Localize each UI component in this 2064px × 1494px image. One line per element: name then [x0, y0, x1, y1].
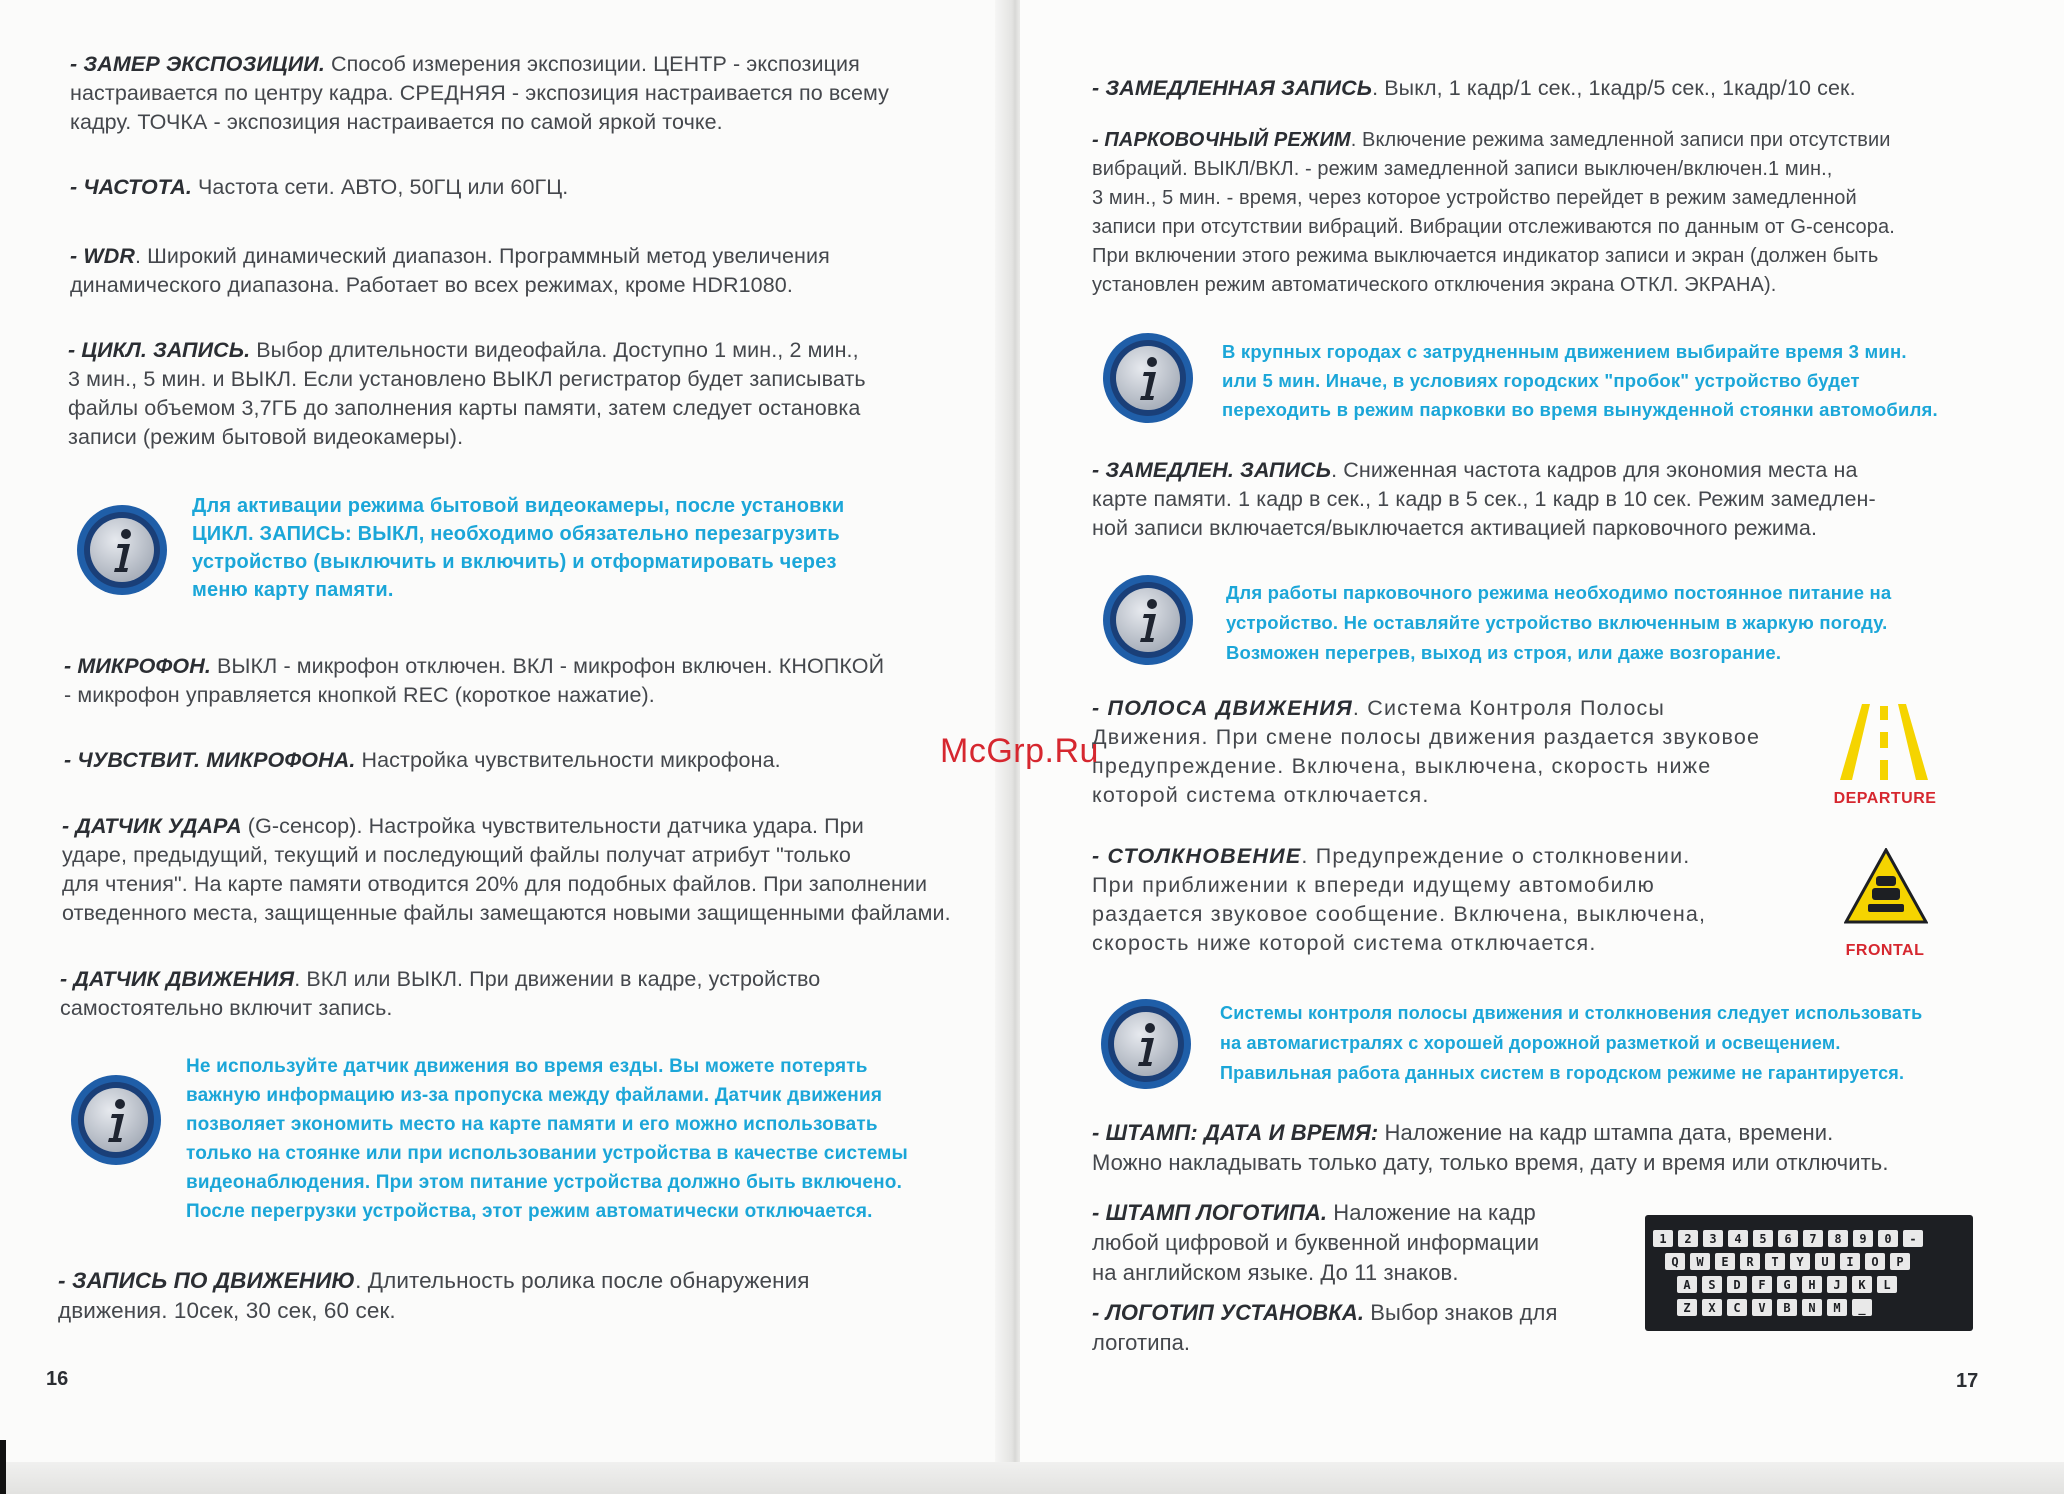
keyboard-key: P — [1890, 1253, 1910, 1270]
keyboard-key: D — [1727, 1276, 1747, 1293]
note-lane-collision: Системы контроля полосы движения и столкновения следует использовать на автомагистралях с хорошей дорожной разметкой и освещением. Правильная работа данных систем в городском режиме не гарантируется. — [1220, 1003, 1923, 1083]
keyboard-key: T — [1765, 1253, 1785, 1270]
microphone-paragraph: - МИКРОФОН. ВЫКЛ - микрофон отключен. ВКЛ - микрофон включен. КНОПКОЙ - микрофон управляется кнопкой REC (короткое нажатие). — [64, 654, 885, 707]
slow-record-paragraph: - ЗАМЕДЛЕННАЯ ЗАПИСЬ. Выкл, 1 кадр/1 сек., 1кадр/5 сек., 1кадр/10 сек. — [1092, 76, 1856, 100]
loop-record-paragraph: - ЦИКЛ. ЗАПИСЬ. Выбор длительности видеофайла. Доступно 1 мин., 2 мин., 3 мин., 5 мин. и ВЫКЛ. Если установлено ВЫКЛ регистратор будет записывать файлы объемом 3,7ГБ до заполнения карты памяти, затем следует остановка записи (режим бытовой видеокамеры). — [68, 338, 866, 449]
keyboard-key: E — [1715, 1253, 1735, 1270]
watermark: McGrp.Ru — [940, 732, 1099, 770]
keyboard-key: - — [1903, 1230, 1923, 1247]
keyboard-key: U — [1815, 1253, 1835, 1270]
keyboard-row — [1653, 1299, 1965, 1316]
keyboard-key: 8 — [1828, 1230, 1848, 1247]
keyboard-key: H — [1802, 1276, 1822, 1293]
page-16 — [0, 0, 1010, 1494]
keyboard-key: L — [1877, 1276, 1897, 1293]
keyboard-key: C — [1727, 1299, 1747, 1316]
keyboard-key: 3 — [1703, 1230, 1723, 1247]
keyboard-row — [1653, 1253, 1965, 1270]
parking-mode-paragraph: - ПАРКОВОЧНЫЙ РЕЖИМ. Включение режима замедленной записи при отсутствии вибраций. ВЫКЛ/ВКЛ. - режим замедленной записи выключен/включен.1 мин., 3 мин., 5 мин. - время, через которое устройство перейдет в режим замедленной записи при отсутствии вибраций. Вибрации отслеживаются по данным от G-сенсора. При включении этого режима выключается индикатор записи и экран (должен быть установлен режим автоматического отключения экрана ОТКЛ. ЭКРАНА). — [1092, 129, 1895, 296]
info-icon — [68, 1072, 164, 1168]
page-number: 17 — [1956, 1370, 1979, 1392]
note-parking-time: В крупных городах с затрудненным движением выбирайте время 3 мин. или 5 мин. Иначе, в условиях городских "пробок" устройство будет переходить в режим парковки во время вынужденной стоянки автомобиля. — [1222, 341, 1938, 420]
wdr-paragraph: - WDR. Широкий динамический диапазон. Программный метод увеличения динамического диапазона. Работает во всех режимах, кроме HDR1080. — [70, 244, 830, 297]
info-icon — [1098, 996, 1194, 1092]
keyboard-key: 9 — [1853, 1230, 1873, 1247]
logo-setup-paragraph: - ЛОГОТИП УСТАНОВКА. Выбор знаков для логотипа. — [1092, 1300, 1558, 1355]
keyboard-key: 0 — [1878, 1230, 1898, 1247]
g-sensor-paragraph: - ДАТЧИК УДАРА (G-сенсор). Настройка чувствительности датчика удара. При ударе, предыдущий, текущий и последующий файлы получат атрибут "только для чтения". На карте памяти отводится 20% для подобных файлов. При заполнении отведенного места, защищенные файлы замещаются новыми защищенными файлами. — [62, 814, 951, 925]
frontal-collision-icon — [1844, 848, 1928, 924]
keyboard-key: Y — [1790, 1253, 1810, 1270]
motion-sensor-paragraph: - ДАТЧИК ДВИЖЕНИЯ. ВКЛ или ВЫКЛ. При движении в кадре, устройство самостоятельно включит запись. — [60, 967, 821, 1020]
lane-departure-icon — [1838, 702, 1930, 782]
keyboard-key: O — [1865, 1253, 1885, 1270]
info-icon — [1100, 572, 1196, 668]
keyboard-row — [1653, 1276, 1965, 1293]
keyboard-key: K — [1852, 1276, 1872, 1293]
info-icon — [1100, 330, 1196, 426]
mic-sensitivity-paragraph: - ЧУВСТВИТ. МИКРОФОНА. Настройка чувствительности микрофона. — [64, 748, 781, 772]
keyboard-key: A — [1677, 1276, 1697, 1293]
keyboard-key: S — [1702, 1276, 1722, 1293]
keyboard-key: N — [1802, 1299, 1822, 1316]
keyboard-key: B — [1777, 1299, 1797, 1316]
keyboard-key: J — [1827, 1276, 1847, 1293]
keyboard-key: G — [1777, 1276, 1797, 1293]
note-parking-power: Для работы парковочного режима необходимо постоянное питание на устройство. Не оставляйте устройство включенным в жаркую погоду. Возможен перегрев, выход из строя, или даже возгорание. — [1226, 582, 1892, 663]
keyboard-key: R — [1740, 1253, 1760, 1270]
keyboard-key: Z — [1677, 1299, 1697, 1316]
logo-stamp-paragraph: - ШТАМП ЛОГОТИПА. Наложение на кадр любой цифровой и буквенной информации на английском языке. До 11 знаков. — [1092, 1200, 1540, 1285]
page-number: 16 — [46, 1368, 69, 1390]
keyboard-key: V — [1752, 1299, 1772, 1316]
logo-keyboard-image — [1645, 1215, 1973, 1331]
keyboard-key: W — [1690, 1253, 1710, 1270]
lane-departure-paragraph: - ПОЛОСА ДВИЖЕНИЯ. Система Контроля Полосы Движения. При смене полосы движения раздается звуковое предупреждение. Включена, выключена, скорость ниже которой система отключается. — [1092, 696, 1761, 807]
frequency-paragraph: - ЧАСТОТА. Частота сети. АВТО, 50ГЦ или 60ГЦ. — [70, 175, 569, 199]
keyboard-key: 7 — [1803, 1230, 1823, 1247]
frontal-label: FRONTAL — [1845, 942, 1925, 959]
exposure-paragraph: - ЗАМЕР ЭКСПОЗИЦИИ. Способ измерения экспозиции. ЦЕНТР - экспозиция настраивается по центру кадра. СРЕДНЯЯ - экспозиция настраивается по всему кадру. ТОЧКА - экспозиция настраивается по самой яркой точке. — [70, 52, 890, 134]
date-stamp-paragraph: - ШТАМП: ДАТА И ВРЕМЯ: Наложение на кадр штампа дата, времени. Можно накладывать только дату, только время, дату и время или отключить. — [1092, 1120, 1889, 1175]
keyboard-key: I — [1840, 1253, 1860, 1270]
scan-left-edge — [0, 1440, 6, 1494]
keyboard-key: F — [1752, 1276, 1772, 1293]
keyboard-key: Q — [1665, 1253, 1685, 1270]
scan-bottom-edge — [0, 1462, 2064, 1494]
keyboard-key: X — [1702, 1299, 1722, 1316]
keyboard-key: _ — [1852, 1299, 1872, 1316]
info-icon — [74, 502, 170, 598]
keyboard-key: 2 — [1678, 1230, 1698, 1247]
slow-framerate-paragraph: - ЗАМЕДЛЕН. ЗАПИСЬ. Сниженная частота кадров для экономия места на карте памяти. 1 кадр в сек., 1 кадр в 5 сек., 1 кадр в 10 сек. Режим замедлен- ной записи включается/выключается активацией парковочного режима. — [1092, 458, 1876, 540]
note-motion-sensor: Не используйте датчик движения во время езды. Вы можете потерять важную информацию из-за пропуска между файлами. Датчик движения позволяет экономить место на карте памяти и его можно использовать только на стоянке или при использовании устройства в качестве системы видеонаблюдения. При этом питание устройства должно быть включено. После перегрузки устройства, этот режим автоматически отключается. — [186, 1056, 908, 1222]
departure-label: DEPARTURE — [1833, 790, 1937, 807]
note-home-camera: Для активации режима бытовой видеокамеры, после установки ЦИКЛ. ЗАПИСЬ: ВЫКЛ, необходимо обязательно перезагрузить устройство (выключить и включить) и отформатировать через меню карту памяти. — [192, 495, 845, 601]
keyboard-key: 1 — [1653, 1230, 1673, 1247]
collision-paragraph: - СТОЛКНОВЕНИЕ. Предупреждение о столкновении. При приближении к впереди идущему автомобилю раздается звуковое сообщение. Включена, выключена, скорость ниже которой система отключается. — [1092, 844, 1707, 955]
keyboard-row — [1653, 1230, 1965, 1247]
keyboard-key: 6 — [1778, 1230, 1798, 1247]
motion-record-paragraph: - ЗАПИСЬ ПО ДВИЖЕНИЮ. Длительность ролика после обнаружения движения. 10сек, 30 сек, 60 сек. — [58, 1268, 810, 1323]
keyboard-key: M — [1827, 1299, 1847, 1316]
keyboard-key: 5 — [1753, 1230, 1773, 1247]
keyboard-key: 4 — [1728, 1230, 1748, 1247]
